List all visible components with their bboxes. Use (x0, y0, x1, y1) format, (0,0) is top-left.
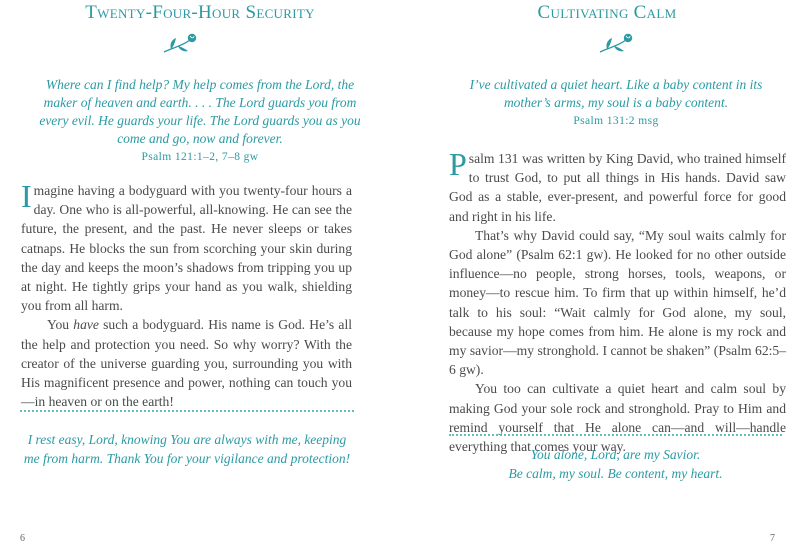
verse-reference: Psalm 121:1–2, 7–8 gw (141, 151, 259, 163)
verse-text: Where can I find help? My help comes from the Lord, the maker of heaven and earth. . . . The Lord guards you from every evil. He guards your life. The Lord guards you as you come and go, now and forever. (39, 77, 361, 146)
paragraph (21, 315, 352, 411)
paragraph-text: salm 131 was written by King David, who trained himself to trust God, to put all things in His hands. David saw God as a stable, ever-present, and powerful force for good and right in his life. (449, 151, 786, 224)
page-number: 7 (770, 533, 775, 544)
right-page (400, 0, 800, 547)
drop-cap: P (449, 146, 467, 182)
closing-prayer: I rest easy, Lord, knowing You are always with me, keeping me from harm. Thank You for your vigilance and protection! (23, 432, 351, 466)
devotional-body (21, 178, 352, 411)
page-number: 6 (20, 533, 25, 544)
page-title: Twenty-Four-Hour Security (85, 2, 315, 23)
prayer-line: You alone, Lord, are my Savior. (530, 447, 701, 462)
paragraph-text: You (47, 317, 74, 333)
verse-reference: Psalm 131:2 msg (573, 115, 659, 127)
paragraph: You too can cultivate a quiet heart and calm soul by making God your sole rock and stronghold. Pray to Him and remind yourself that He alone can—and will—handle everything that comes your way. (449, 381, 786, 455)
closing-prayer (449, 445, 782, 483)
prayer-line: Be calm, my soul. Be content, my heart. (508, 466, 723, 481)
paragraph-text: such a bodyguard. His name is God. He’s all the help and protection you need. So why worry? With the creator of the universe guarding you, surrounding you with His magnificent presence and power, nothing can touch you—in heaven or on the earth! (21, 317, 352, 410)
flower-sprig-icon (596, 30, 636, 56)
dotted-divider (20, 410, 354, 412)
page-title: Cultivating Calm (537, 2, 677, 23)
verse-text: I’ve cultivated a quiet heart. Like a baby content in its mother’s arms, my soul is a baby content. (469, 77, 763, 110)
scripture-verse (450, 76, 782, 130)
flower-sprig-icon (160, 30, 200, 56)
emphasis-text: have (73, 317, 99, 333)
drop-cap: I (21, 178, 32, 214)
devotional-body (449, 146, 786, 456)
scripture-verse (34, 76, 366, 166)
dotted-divider (449, 434, 782, 436)
paragraph (21, 178, 352, 315)
paragraph (449, 146, 786, 226)
paragraph-text: magine having a bodyguard with you twenty-four hours a day. One who is all-powerful, all-knowing. He can see the future, the present, and the past. He never sleeps or takes catnaps. He blocks the sun from scorching your skin during the day and keeps the moon’s shadows from tripping you up at night. He tightly grips your hand as you walk, shielding you from all harm. (21, 183, 352, 314)
paragraph: That’s why David could say, “My soul waits calmly for God alone” (Psalm 62:1 gw). He looked for no other outside influence—no people, strong horses, tools, weapons, or money—to rescue him. To firm that up within himself, he’d talk to his soul: “Wait calmly for God alone, my soul, because my hope comes from him. He alone is my rock and my savior—my stronghold. I cannot be shaken” (Psalm 62:5–6 gw). (449, 227, 786, 378)
